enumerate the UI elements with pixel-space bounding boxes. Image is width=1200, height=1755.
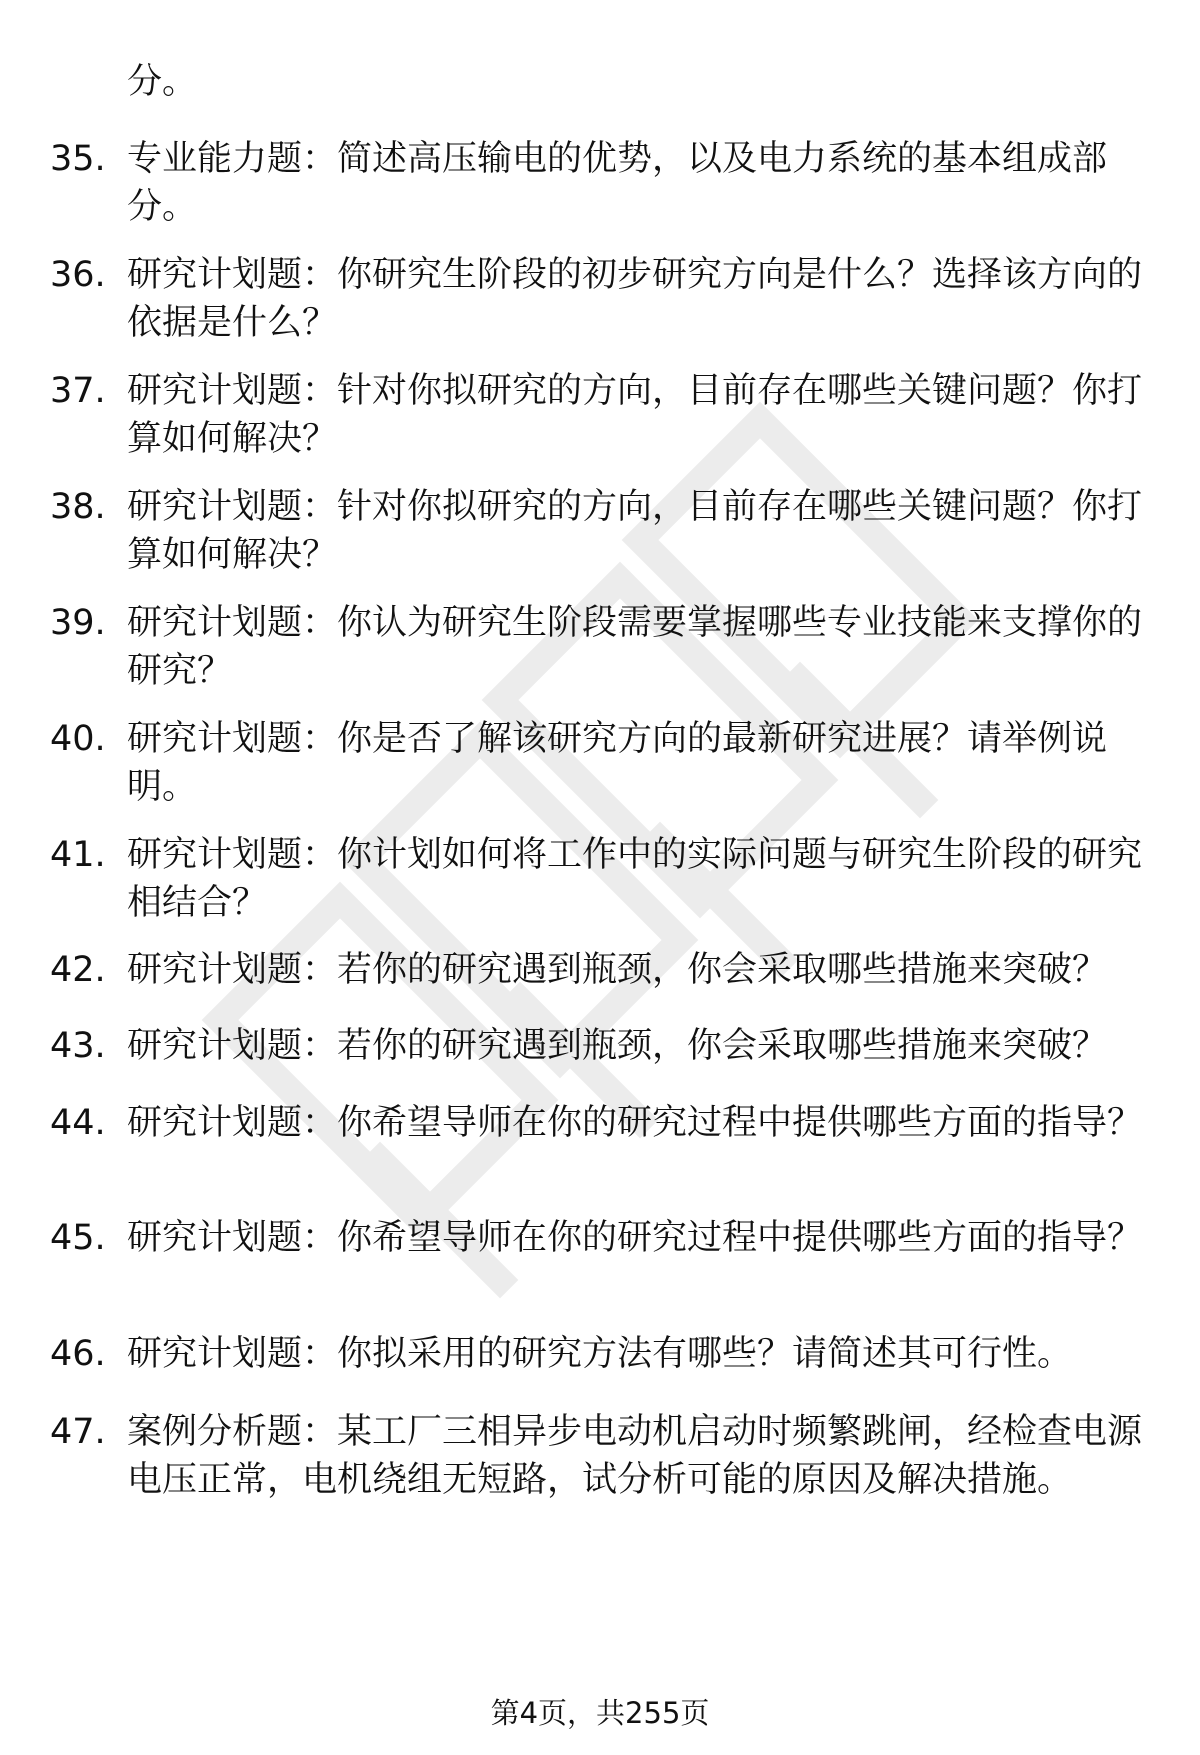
list-item — [50, 946, 1160, 994]
list-item — [50, 1099, 1160, 1147]
item-text: 研究计划题：你认为研究生阶段需要掌握哪些专业技能来支撑你的研究？ — [127, 603, 1143, 691]
item-text: 研究计划题：你希望导师在你的研究过程中提供哪些方面的指导？ — [127, 1218, 1143, 1258]
item-number: 47. — [50, 1412, 106, 1452]
item-text: 研究计划题：你计划如何将工作中的实际问题与研究生阶段的研究相结合？ — [127, 835, 1143, 923]
list-item — [50, 715, 1160, 811]
item-number: 42. — [50, 950, 106, 990]
item-text: 案例分析题：某工厂三相异步电动机启动时频繁跳闸，经检查电源电压正常，电机绕组无短路，试分析可能的原因及解决措施。 — [127, 1412, 1143, 1500]
item-text: 研究计划题：针对你拟研究的方向，目前存在哪些关键问题？你打算如何解决？ — [127, 371, 1143, 459]
item-number: 44. — [50, 1103, 106, 1143]
item-text: 研究计划题：你研究生阶段的初步研究方向是什么？选择该方向的依据是什么？ — [127, 255, 1143, 343]
list-item — [50, 1022, 1160, 1070]
list-item — [50, 367, 1160, 463]
list-item — [50, 599, 1160, 695]
item-number: 35. — [50, 139, 106, 179]
item-number: 38. — [50, 487, 106, 527]
item-text: 研究计划题：针对你拟研究的方向，目前存在哪些关键问题？你打算如何解决？ — [127, 487, 1143, 575]
item-text: 研究计划题：你希望导师在你的研究过程中提供哪些方面的指导？ — [127, 1103, 1143, 1143]
item-text: 研究计划题：若你的研究遇到瓶颈，你会采取哪些措施来突破？ — [127, 1026, 1108, 1066]
list-item — [50, 483, 1160, 579]
item-number: 39. — [50, 603, 106, 643]
item-text: 专业能力题：简述高压输电的优势，以及电力系统的基本组成部分。 — [127, 139, 1108, 227]
item-text: 研究计划题：你是否了解该研究方向的最新研究进展？请举例说明。 — [127, 719, 1108, 807]
item-number: 40. — [50, 719, 106, 759]
item-number: 45. — [50, 1218, 106, 1258]
item-number: 43. — [50, 1026, 106, 1066]
item-text: 研究计划题：你拟采用的研究方法有哪些？请简述其可行性。 — [127, 1334, 1073, 1374]
list-item — [50, 135, 1160, 231]
item-number: 37. — [50, 371, 106, 411]
item-number: 36. — [50, 255, 106, 295]
list-item — [50, 1330, 1160, 1378]
list-item — [50, 251, 1160, 347]
carry-over-text: 分。 — [127, 62, 198, 102]
item-text: 研究计划题：若你的研究遇到瓶颈，你会采取哪些措施来突破？ — [127, 950, 1108, 990]
list-item — [50, 1408, 1160, 1504]
list-item — [50, 1214, 1160, 1262]
item-number: 41. — [50, 835, 106, 875]
item-number: 46. — [50, 1334, 106, 1374]
page-number-footer: 第4页，共255页 — [490, 1696, 710, 1730]
list-item — [50, 831, 1160, 927]
